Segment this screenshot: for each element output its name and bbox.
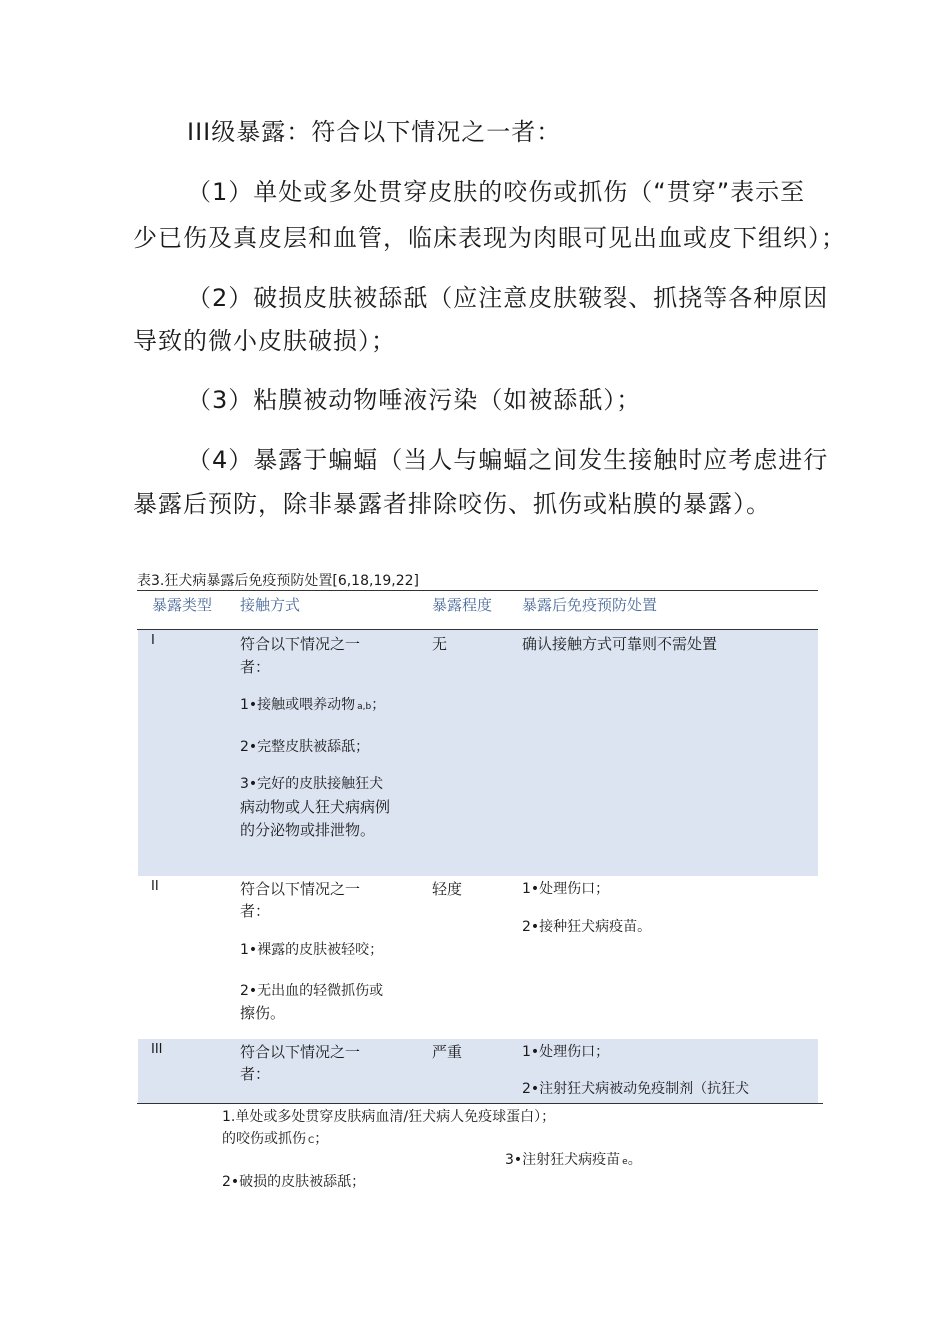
header-contact-method: 接触方式 <box>240 596 301 614</box>
header-exposure-degree: 暴露程度 <box>432 596 493 614</box>
row-2-treatment-2: 2•接种狂犬病疫苗。 <box>522 919 652 935</box>
row-3-intro-2: 者： <box>240 1065 271 1083</box>
item3: （3）粘膜被动物唾液污染（如被舔舐）； <box>187 386 642 414</box>
table-caption: 表3.狂犬病暴露后免疫预防处置[6,18,19,22] <box>137 573 419 589</box>
level3-title: III级暴露：符合以下情况之一者： <box>187 118 562 146</box>
row-1-item-1: 1•接触或喂养动物 a,b； <box>240 697 386 713</box>
header-exposure-type: 暴露类型 <box>152 596 213 614</box>
row-2-treatment-1: 1•处理伤口； <box>522 881 610 897</box>
row-3-degree: 严重 <box>432 1043 463 1061</box>
row-2-item-2-1: 2•无出血的轻微抓伤或 <box>240 983 384 999</box>
row-1-item-3-3: 的分泌物或排泄物。 <box>240 821 376 839</box>
row-1-intro-2: 者： <box>240 658 271 676</box>
overflow-line-2: 的咬伤或抓伤 C； <box>222 1131 329 1147</box>
item4-line2: 暴露后预防，除非暴露者排除咬伤、抓伤或粘膜的暴露）。 <box>133 490 771 518</box>
overflow-line-1: 1.单处或多处贯穿皮肤病血清/狂犬病人免疫球蛋白）； <box>222 1109 556 1125</box>
row-1-item-2: 2•完整皮肤被舔舐； <box>240 739 370 755</box>
row-3-treatment-1: 1•处理伤口； <box>522 1044 610 1060</box>
row-1-item-3-1: 3•完好的皮肤接触狂犬 <box>240 776 384 792</box>
overflow-line-3: 3•注射狂犬病疫苗 e。 <box>505 1152 642 1168</box>
row-2-intro-1: 符合以下情况之一 <box>240 880 361 898</box>
row-2-type: II <box>151 879 159 894</box>
item2-line1: （2）破损皮肤被舔舐（应注意皮肤皲裂、抓挠等各种原因 <box>187 284 829 312</box>
item2-line2: 导致的微小皮肤破损）； <box>133 327 396 355</box>
header-prophylaxis: 暴露后免疫预防处置 <box>522 596 658 614</box>
row-3-treatment-2: 2•注射狂犬病被动免疫制剂（抗狂犬 <box>522 1081 750 1097</box>
row-2-degree: 轻度 <box>432 880 463 898</box>
overflow-line-4: 2•破损的皮肤被舔舐； <box>222 1174 366 1190</box>
table-top-rule <box>137 590 818 591</box>
item1-line2: 少已伤及真皮层和血管，临床表现为肉眼可见出血或皮下组织）； <box>133 224 846 252</box>
item4-line1: （4）暴露于蝙蝠（当人与蝙蝠之间发生接触时应考虑进行 <box>187 446 829 474</box>
item1-line1: （1）单处或多处贯穿皮肤的咬伤或抓伤（“贯穿”表示至 <box>187 178 806 206</box>
row-3-intro-1: 符合以下情况之一 <box>240 1043 361 1061</box>
table-bottom-rule <box>137 1103 823 1104</box>
row-2-item-1: 1•裸露的皮肤被轻咬； <box>240 942 384 958</box>
row-1-treatment: 确认接触方式可靠则不需处置 <box>522 635 718 653</box>
row-3-type: III <box>151 1042 163 1057</box>
row-2-item-2-2: 擦伤。 <box>240 1004 286 1022</box>
row-1-degree: 无 <box>432 635 448 653</box>
row-1-item-3-2: 病动物或人狂犬病病例 <box>240 798 391 816</box>
row-1-intro-1: 符合以下情况之一 <box>240 635 361 653</box>
row-2-intro-2: 者： <box>240 902 271 920</box>
row-1-type: I <box>151 633 155 648</box>
